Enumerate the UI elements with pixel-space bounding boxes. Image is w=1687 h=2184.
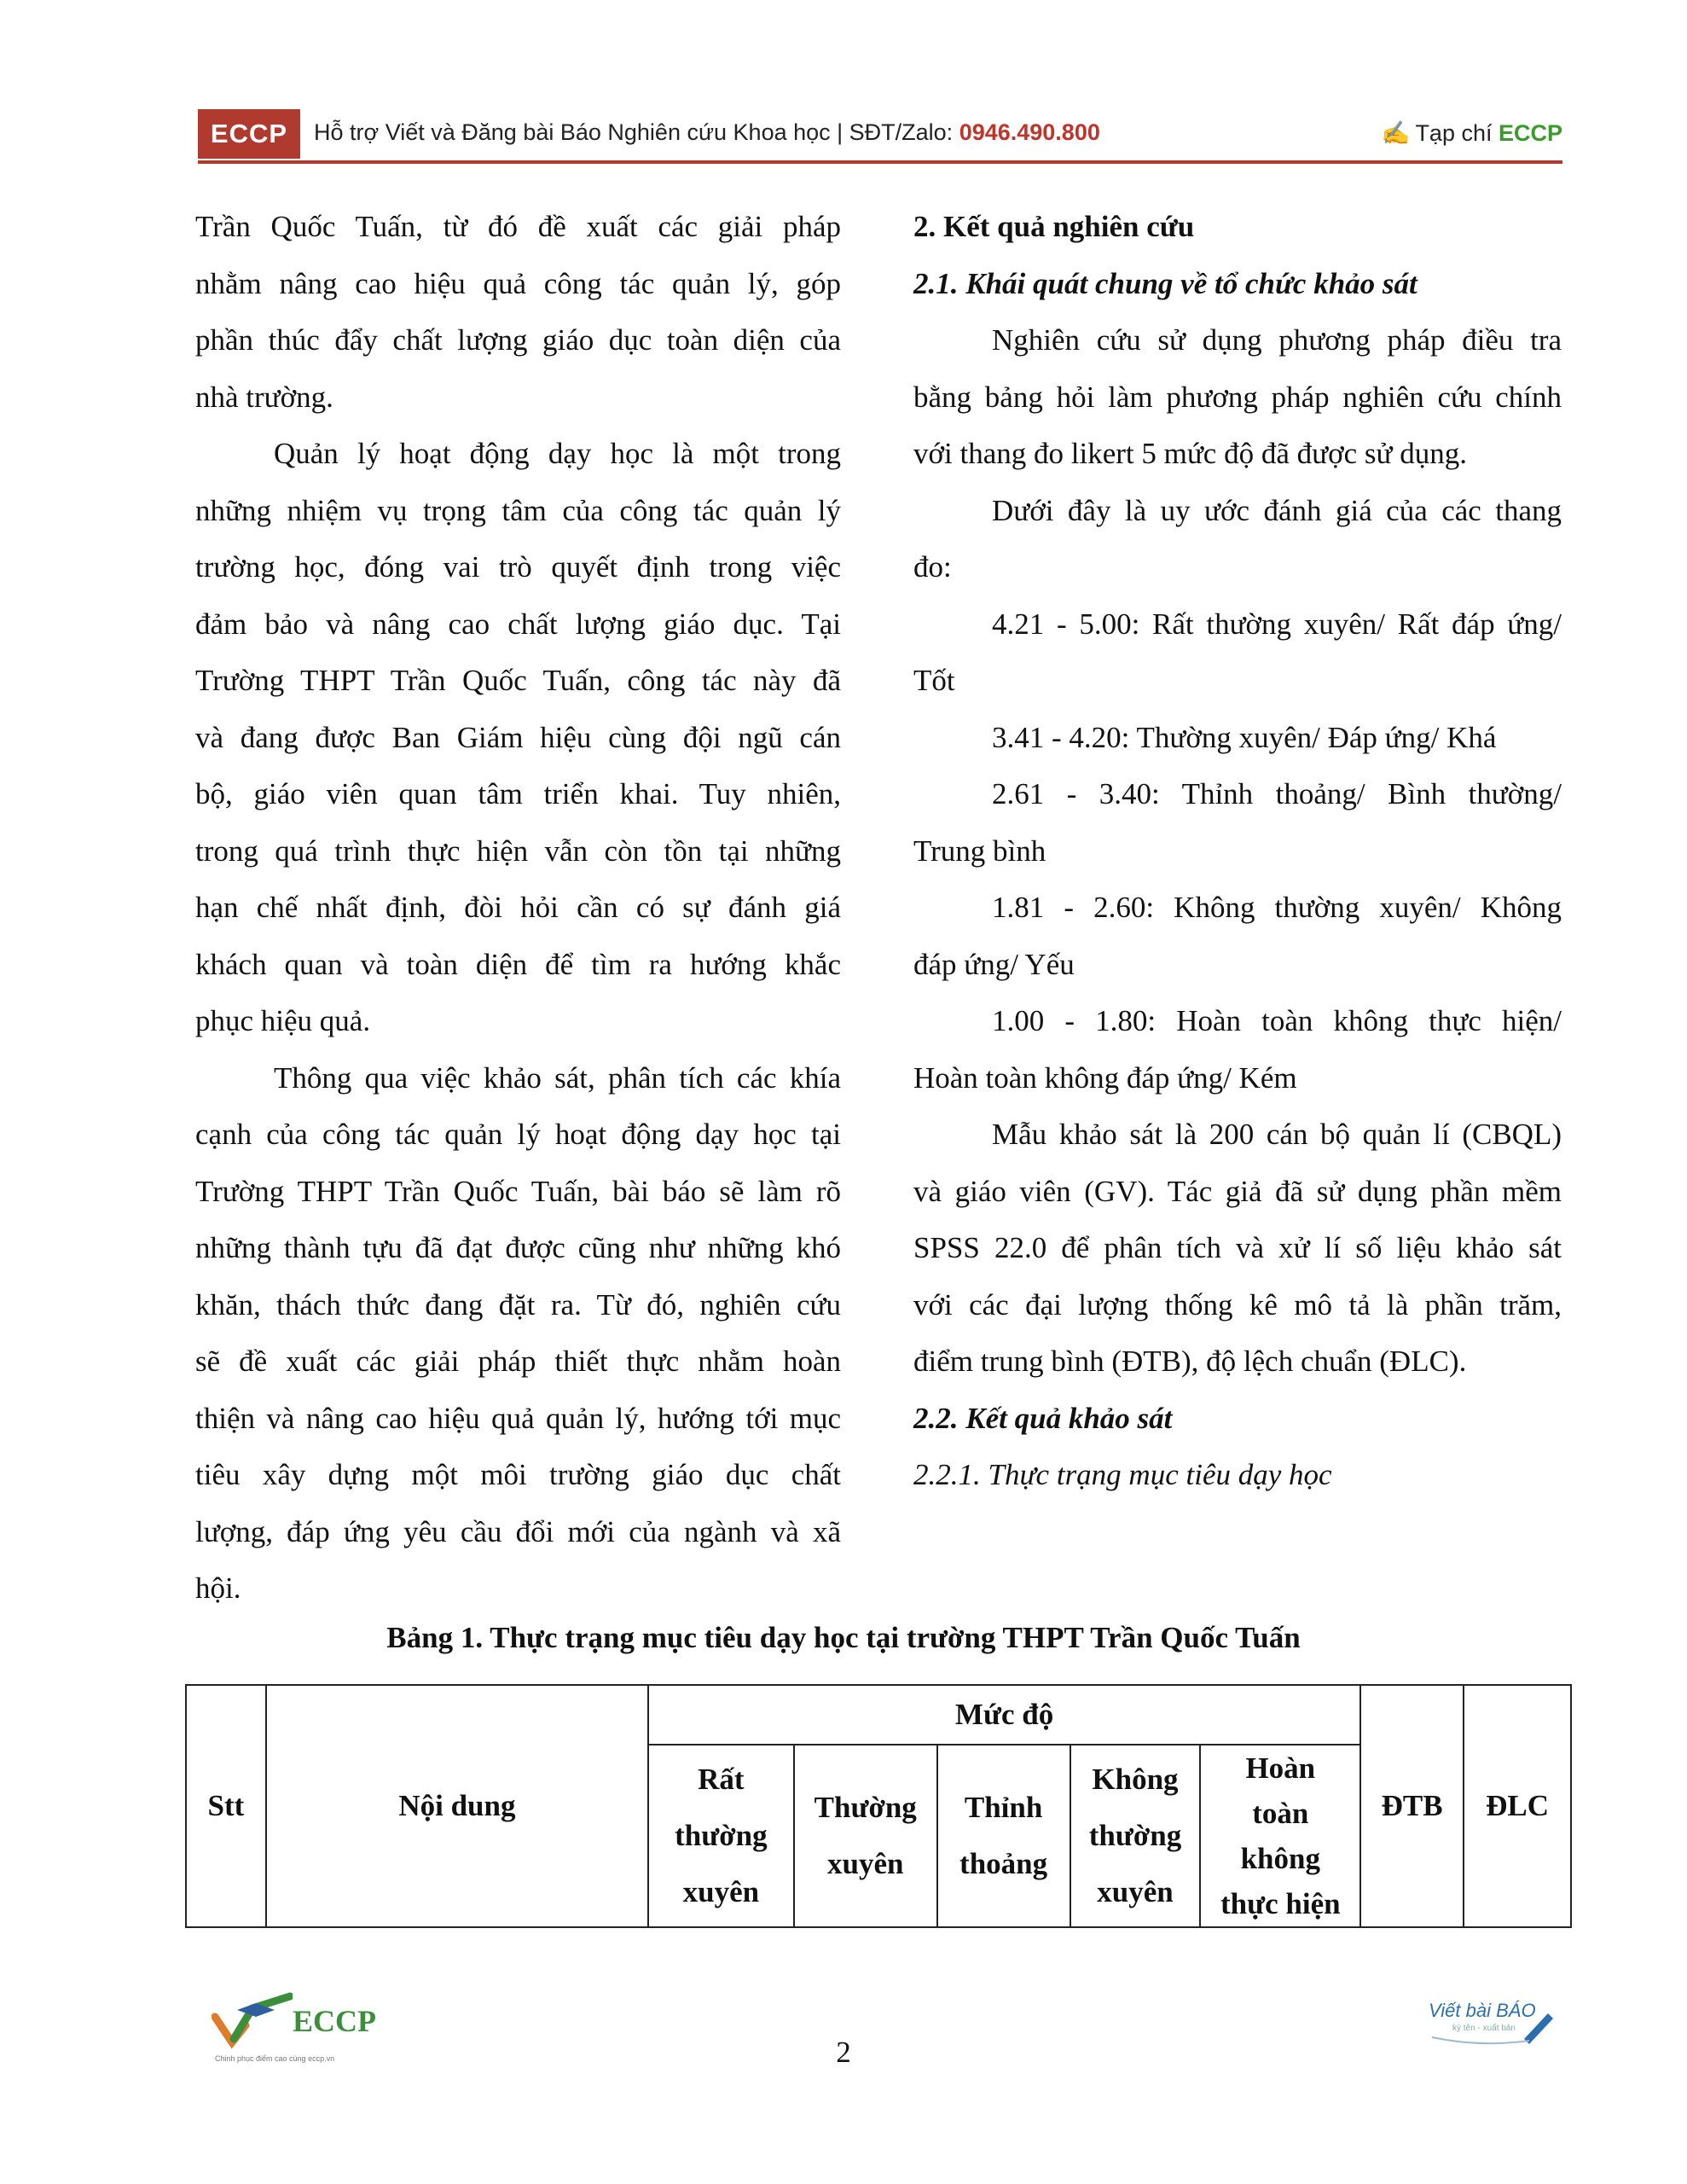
right-column — [913, 199, 1562, 1504]
text-line: đo: — [913, 550, 952, 584]
text-line: trong quá trình thực hiện vẫn còn tồn tại những — [195, 834, 841, 868]
text-line: đáp ứng/ Yếu — [913, 947, 1075, 981]
col-muc-do: Mức độ — [648, 1685, 1360, 1745]
text-line: và đang được Ban Giám hiệu cùng đội ngũ cán — [195, 720, 841, 754]
text-line: SPSS 22.0 để phân tích và xử lí số liệu khảo sát — [913, 1231, 1562, 1264]
section-heading: 2. Kết quả nghiên cứu — [913, 210, 1195, 243]
col-dlc: ĐLC — [1464, 1685, 1571, 1927]
header-phone: 0946.490.800 — [959, 119, 1100, 145]
text-line: nhà trường. — [195, 380, 333, 414]
page-header — [198, 109, 1562, 159]
viet-bai-bao-wordmark: Viết bài BÁO — [1429, 2000, 1536, 2021]
level-thinh-thoang — [937, 1745, 1070, 1927]
table-header-row — [186, 1685, 1571, 1745]
pen-leaf-icon: ✍ — [1381, 120, 1411, 146]
header-text — [314, 119, 1100, 146]
text-line: 1.00 - 1.80: Hoàn toàn không thực hiện/ — [992, 1004, 1562, 1037]
text-line: 4.21 - 5.00: Rất thường xuyên/ Rất đáp ứng/ — [992, 607, 1562, 641]
text-line: 2.61 - 3.40: Thỉnh thoảng/ Bình thường/ — [992, 777, 1562, 810]
text-line: Nghiên cứu sử dụng phương pháp điều tra — [992, 323, 1562, 357]
level-thuong-xuyen — [794, 1745, 937, 1927]
level-text: xuyên — [682, 1875, 760, 1908]
text-line: Trường THPT Trần Quốc Tuấn, công tác này đã — [195, 664, 841, 697]
level-text: không — [1240, 1842, 1320, 1875]
level-text: xuyên — [827, 1847, 904, 1880]
text-line: bằng bảng hỏi làm phương pháp nghiên cứu chính — [913, 380, 1562, 414]
level-text: thường — [1088, 1819, 1182, 1852]
text-line: Quản lý hoạt động dạy học là một trong — [274, 437, 841, 470]
viet-bai-bao-tagline: ký tên - xuất bản — [1452, 2024, 1516, 2033]
text-line: thiện và nâng cao hiệu quả quản lý, hướng tới mục — [195, 1401, 841, 1435]
text-line: Thông qua việc khảo sát, phân tích các khía — [274, 1060, 841, 1095]
text-line: những thành tựu đã đạt được cũng như những khó — [195, 1231, 841, 1264]
text-line: phục hiệu quả. — [195, 1004, 371, 1037]
header-rule — [198, 160, 1562, 164]
survey-table — [185, 1684, 1572, 1928]
eccp-footer-wordmark: ECCP — [293, 2004, 376, 2038]
viet-bai-bao-logo — [1429, 1988, 1557, 2065]
table-caption: Bảng 1. Thực trạng mục tiêu dạy học tại trường THPT Trần Quốc Tuấn — [386, 1621, 1301, 1654]
eccp-badge: ECCP — [198, 109, 300, 159]
subsection-heading: 2.2. Kết quả khảo sát — [913, 1401, 1173, 1435]
text-line: với thang đo likert 5 mức độ đã được sử dụng. — [913, 437, 1467, 470]
text-line: tiêu xây dựng một môi trường giáo dục chất — [195, 1458, 841, 1491]
text-line: hạn chế nhất định, đòi hỏi cần có sự đánh giá — [195, 891, 841, 924]
header-journal-label: Tạp chí — [1415, 120, 1499, 146]
text-line: Tốt — [913, 664, 955, 697]
pen-icon — [1429, 1988, 1557, 2065]
text-line: sẽ đề xuất các giải pháp thiết thực nhằm hoàn — [195, 1345, 841, 1378]
eccp-footer-tagline: Chinh phục điểm cao cùng eccp.vn — [215, 2054, 335, 2063]
text-line: Mẫu khảo sát là 200 cán bộ quản lí (CBQL) — [992, 1118, 1562, 1151]
header-journal-brand: ECCP — [1498, 120, 1562, 146]
level-text: Rất — [698, 1763, 745, 1796]
text-line: nhằm nâng cao hiệu quả công tác quản lý, góp — [195, 266, 841, 300]
header-service-text: Hỗ trợ Viết và Đăng bài Báo Nghiên cứu Khoa học | SĐT/Zalo: — [314, 119, 959, 145]
text-line: bộ, giáo viên quan tâm triển khai. Tuy nhiên, — [195, 777, 841, 810]
level-text: xuyên — [1097, 1875, 1174, 1908]
level-hoan-toan-khong — [1200, 1745, 1360, 1927]
text-line: Trần Quốc Tuấn, từ đó đề xuất các giải pháp — [195, 210, 841, 243]
text-line: 1.81 - 2.60: Không thường xuyên/ Không — [992, 891, 1562, 924]
text-line: với các đại lượng thống kê mô tả là phần trăm, — [913, 1287, 1562, 1321]
text-line: khăn, thách thức đang đặt ra. Từ đó, nghiên cứu — [195, 1287, 841, 1321]
col-stt: Stt — [186, 1685, 266, 1927]
level-text: Hoàn — [1245, 1751, 1316, 1785]
text-line: đảm bảo và nâng cao chất lượng giáo dục. Tại — [195, 607, 841, 641]
text-line: lượng, đáp ứng yêu cầu đổi mới của ngành và xã — [195, 1514, 841, 1548]
text-line: Trung bình — [913, 834, 1046, 868]
col-noi-dung: Nội dung — [266, 1685, 648, 1927]
text-line: điểm trung bình (ĐTB), độ lệch chuẩn (ĐLC). — [913, 1345, 1467, 1378]
text-line: những nhiệm vụ trọng tâm của công tác quản lý — [195, 493, 841, 527]
level-rat-thuong-xuyen — [648, 1745, 794, 1927]
level-text: Thường — [814, 1791, 917, 1824]
text-line: 3.41 - 4.20: Thường xuyên/ Đáp ứng/ Khá — [992, 720, 1497, 754]
text-line: phần thúc đẩy chất lượng giáo dục toàn diện của — [195, 323, 841, 357]
text-line: cạnh của công tác quản lý hoạt động dạy học tại — [195, 1118, 841, 1151]
text-line: trường học, đóng vai trò quyết định trong việc — [195, 550, 841, 584]
level-khong-thuong-xuyen — [1070, 1745, 1201, 1927]
level-text: thực hiện — [1220, 1887, 1341, 1920]
sub-subsection-heading: 2.2.1. Thực trạng mục tiêu dạy học — [913, 1458, 1332, 1491]
page-number: 2 — [836, 2036, 851, 2069]
left-column — [195, 199, 841, 1618]
text-line: và giáo viên (GV). Tác giả đã sử dụng phần mềm — [913, 1174, 1562, 1208]
text-line: hội. — [195, 1571, 241, 1605]
text-line: Dưới đây là uy ước đánh giá của các thang — [992, 493, 1562, 527]
text-line: Trường THPT Trần Quốc Tuấn, bài báo sẽ làm rõ — [195, 1174, 841, 1208]
level-text: thoảng — [959, 1847, 1048, 1880]
header-journal — [1382, 119, 1562, 147]
level-text: Không — [1092, 1763, 1179, 1796]
subsection-heading: 2.1. Khái quát chung về tổ chức khảo sát — [913, 266, 1417, 300]
level-text: thường — [675, 1819, 768, 1852]
text-line: Hoàn toàn không đáp ứng/ Kém — [913, 1060, 1297, 1095]
col-dtb: ĐTB — [1360, 1685, 1464, 1927]
level-text: Thỉnh — [964, 1791, 1043, 1824]
level-text: toàn — [1252, 1797, 1309, 1830]
text-line: khách quan và toàn diện để tìm ra hướng khắc — [195, 947, 841, 981]
